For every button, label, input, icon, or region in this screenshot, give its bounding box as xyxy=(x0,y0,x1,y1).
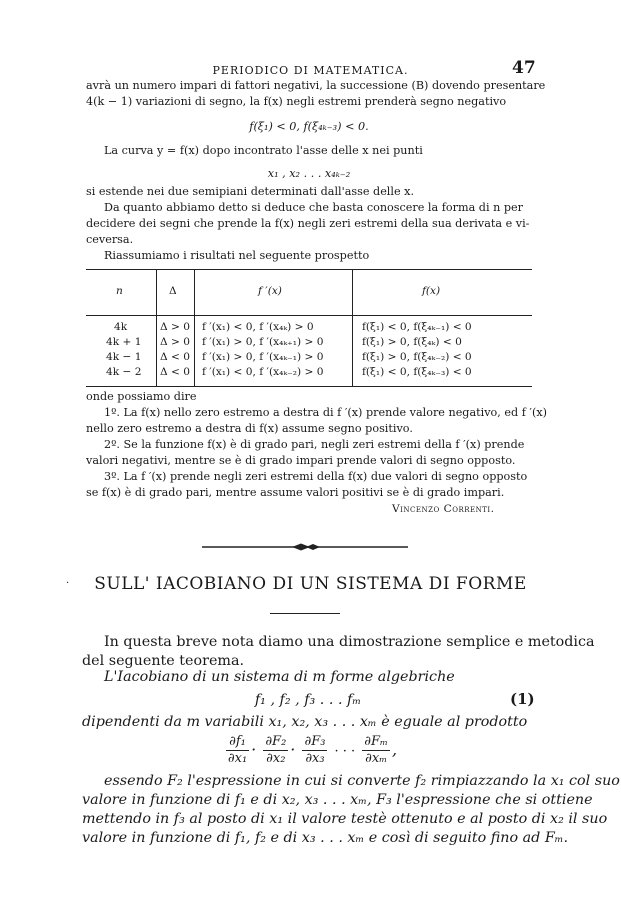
ornament-divider xyxy=(202,542,408,552)
table-rule-bottom xyxy=(86,386,532,387)
text-line: si estende nei due semipiani determinati dall'asse delle x. xyxy=(86,185,415,198)
title-rule xyxy=(270,613,340,614)
text-line: Riassumiamo i risultati nel seguente prospetto xyxy=(104,249,370,262)
theorem-line: valore in funzione di f₁ e di x₂, x₃ . . . xₘ, F₃ l'espressione che si ottiene xyxy=(82,792,593,808)
theorem-line: valore in funzione di f₁, f₂ e di x₃ . . . xₘ e così di seguito fino ad Fₘ. xyxy=(82,830,569,846)
text-line: Da quanto abbiamo detto si deduce che basta conoscere la forma di n per xyxy=(104,201,523,214)
text-line: ceversa. xyxy=(86,233,134,246)
section-title: SULL' IACOBIANO DI UN SISTEMA DI FORME xyxy=(94,574,527,594)
theorem-line: essendo F₂ l'espressione in cui si converte f₂ rimpiazzando la x₁ col suo xyxy=(104,773,620,789)
text-line: La curva y = f(x) dopo incontrato l'asse delle x nei punti xyxy=(104,144,423,157)
table-cell: f ′(x₁) > 0, f ′(x₄ₖ₊₁) > 0 xyxy=(202,336,324,348)
table-divider xyxy=(194,269,195,387)
text-line: 1º. La f(x) nello zero estremo a destra di f ′(x) prende valore negativo, ed f ′(x) xyxy=(104,406,547,419)
text-line: decidere dei segni che prende la f(x) negli zeri estremi della sua derivata e vi- xyxy=(86,217,530,230)
table-cell: Δ > 0 xyxy=(160,321,191,333)
table-header-f: f(x) xyxy=(422,285,441,297)
text-line: se f(x) è di grado pari, mentre assume valori positivi se è di grado impari. xyxy=(86,486,505,499)
table-cell: Δ < 0 xyxy=(160,351,191,363)
stray-mark: · xyxy=(66,578,70,589)
fraction: $\frac{\text{∂F₃}}{\text{∂x₃}}$ xyxy=(304,734,326,766)
ellipsis: · · · xyxy=(334,744,356,759)
table-cell: Δ > 0 xyxy=(160,336,191,348)
theorem-line: L'Iacobiano di un sistema di m forme algebriche xyxy=(104,669,455,685)
paragraph-line: In questa breve nota diamo una dimostrazione semplice e metodica xyxy=(104,634,595,650)
text-line: avrà un numero impari di fattori negativi, la successione (B) dovendo presentare xyxy=(86,79,546,92)
points-list: x₁ , x₂ . . . x₄ₖ₋₂ xyxy=(267,167,351,180)
table-header-n: n xyxy=(116,285,123,297)
table-divider xyxy=(156,269,157,387)
table-header-delta: Δ xyxy=(169,285,177,297)
text-line: valori negativi, mentre se è di grado impari prende valori di segno opposto. xyxy=(86,454,516,467)
table-divider xyxy=(352,269,353,387)
table-cell: f(ξ₁) > 0, f(ξ₄ₖ₋₂) < 0 xyxy=(362,351,472,363)
running-header: PERIODICO DI MATEMATICA. xyxy=(212,64,409,77)
fraction: $\frac{\text{∂Fₘ}}{\text{∂xₘ}}$ xyxy=(364,734,389,766)
table-cell: f(ξ₁) > 0, f(ξ₄ₖ) < 0 xyxy=(362,336,462,348)
text-line: 2º. Se la funzione f(x) è di grado pari, negli zeri estremi della f ′(x) prende xyxy=(104,438,525,451)
table-rule-top xyxy=(86,269,532,270)
text-line: nello zero estremo a destra di f(x) assume segno positivo. xyxy=(86,422,413,435)
table-rule-mid xyxy=(86,315,532,316)
table-header-fprime: f ′(x) xyxy=(258,285,282,297)
table-cell: f(ξ₁) < 0, f(ξ₄ₖ₋₁) < 0 xyxy=(362,321,472,333)
table-cell: 4k xyxy=(114,321,128,333)
table-cell: f(ξ₁) < 0, f(ξ₄ₖ₋₃) < 0 xyxy=(362,366,472,378)
page-number: 47 xyxy=(512,58,536,78)
text-line: 3º. La f ′(x) prende negli zeri estremi della f(x) due valori di segno opposto xyxy=(104,470,528,483)
comma: , xyxy=(392,740,398,759)
fraction: $\frac{\text{∂f₁}}{\text{∂x₁}}$ xyxy=(227,734,248,766)
table-cell: f ′(x₁) > 0, f ′(x₄ₖ₋₁) > 0 xyxy=(202,351,324,363)
theorem-line: mettendo in f₃ al posto di x₁ il valore testè ottenuto e al posto di x₂ il suo xyxy=(82,811,608,827)
paragraph-line: del seguente teorema. xyxy=(82,653,245,669)
text-line: 4(k − 1) variazioni di segno, la f(x) negli estremi prenderà segno negativo xyxy=(86,95,507,108)
equation-number: (1) xyxy=(510,690,535,708)
table-cell: 4k − 2 xyxy=(106,366,142,378)
author-signature: Vincenzo Correnti. xyxy=(392,503,495,515)
table-cell: Δ < 0 xyxy=(160,366,191,378)
inequality: f(ξ₁) < 0, f(ξ₄ₖ₋₃) < 0. xyxy=(249,120,369,133)
table-cell: f ′(x₁) < 0, f ′(x₄ₖ) > 0 xyxy=(202,321,314,333)
theorem-line: dipendenti da m variabili x₁, x₂, x₃ . . . xₘ è eguale al prodotto xyxy=(82,714,528,730)
table-cell: 4k + 1 xyxy=(106,336,142,348)
summary-table xyxy=(86,269,532,387)
product-formula: $\frac{\text{∂f₁}}{\text{∂x₁}}$ · $\frac{\text{∂F₂}}{\text{∂x₂}}$ · $\frac{\text{∂F₃}}{\text{∂x₃}}$ · · · $\frac{\text{∂Fₘ}}{\text{∂xₘ}}$ , xyxy=(227,734,398,766)
fraction: $\frac{\text{∂F₂}}{\text{∂x₂}}$ xyxy=(265,734,287,766)
table-cell: 4k − 1 xyxy=(106,351,142,363)
forms-formula: f₁ , f₂ , f₃ . . . fₘ xyxy=(254,692,362,708)
text-line: onde possiamo dire xyxy=(86,390,197,403)
table-cell: f ′(x₁) < 0, f ′(x₄ₖ₋₂) > 0 xyxy=(202,366,324,378)
